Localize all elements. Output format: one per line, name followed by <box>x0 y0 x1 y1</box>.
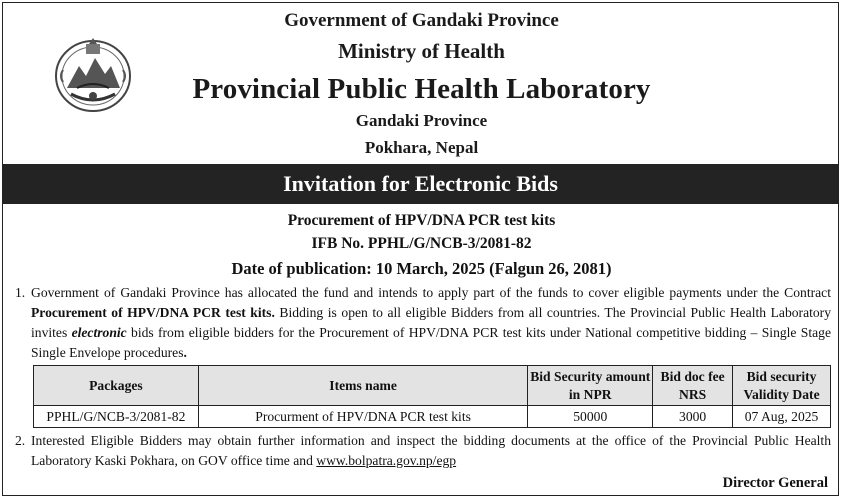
paragraph-1-text <box>31 283 831 363</box>
text-span: Government of Gandaki Province has allocated the fund and intends to apply part of the funds to cover eligible payments under the Contract <box>31 285 831 300</box>
text-span: Interested Eligible Bidders may obtain further information and inspect the bidding documents at the office of the Provincial Public Health Laboratory Kaski Pokhara, on GOV office time and <box>31 433 831 468</box>
bid-table <box>33 365 831 428</box>
procurement-title: Procurement of HPV/DNA PCR test kits <box>287 212 556 229</box>
contract-name: Procurement of HPV/DNA PCR test kits. <box>31 305 275 320</box>
paragraph-number: 2. <box>15 433 26 448</box>
cell-item: Procurment of HPV/DNA PCR test kits <box>198 406 527 428</box>
government-line: Government of Gandaki Province <box>284 10 559 31</box>
header-doc-fee: Bid doc fee NRS <box>653 366 733 406</box>
text-span: bids from eligible bidders for the Procurement of HPV/DNA PCR test kits under National competitive bidding – Single Stage Single Envelope procedures <box>31 325 831 360</box>
bid-notice <box>2 2 839 496</box>
paragraph-2 <box>15 431 831 471</box>
paragraph-2-text <box>31 431 831 471</box>
header-bid-security: Bid Security amount in NPR <box>528 366 653 406</box>
electronic-emphasis: electronic <box>71 325 127 340</box>
lab-title: Provincial Public Health Laboratory <box>192 73 651 105</box>
ifb-number: IFB No. PPHL/G/NCB-3/2081-82 <box>311 235 532 252</box>
header-validity-date: Bid security Validity Date <box>733 366 831 406</box>
bolpatra-link[interactable]: www.bolpatra.gov.np/egp <box>316 453 457 468</box>
cell-validity-date: 07 Aug, 2025 <box>733 406 831 428</box>
signature-title: Director General <box>722 475 828 491</box>
header-items-name: Items name <box>198 366 527 406</box>
table-row <box>34 406 831 428</box>
paragraph-1 <box>15 283 831 363</box>
table-header-row <box>34 366 831 406</box>
publication-date: Date of publication: 10 March, 2025 (Falgun 26, 2081) <box>231 259 612 278</box>
header-packages: Packages <box>34 366 199 406</box>
banner-title: Invitation for Electronic Bids <box>3 164 838 204</box>
text-span: . <box>183 345 187 360</box>
cell-package: PPHL/G/NCB-3/2081-82 <box>34 406 199 428</box>
city-line: Pokhara, Nepal <box>364 138 479 157</box>
text-span: Bidding is open to all eligible Bidders from all countries. The Provincial Public Health Laboratory invites <box>31 305 832 340</box>
ministry-line: Ministry of Health <box>338 39 505 63</box>
cell-doc-fee: 3000 <box>653 406 733 428</box>
paragraph-number: 1. <box>15 285 26 300</box>
cell-bid-security: 50000 <box>528 406 653 428</box>
province-line: Gandaki Province <box>355 111 488 130</box>
